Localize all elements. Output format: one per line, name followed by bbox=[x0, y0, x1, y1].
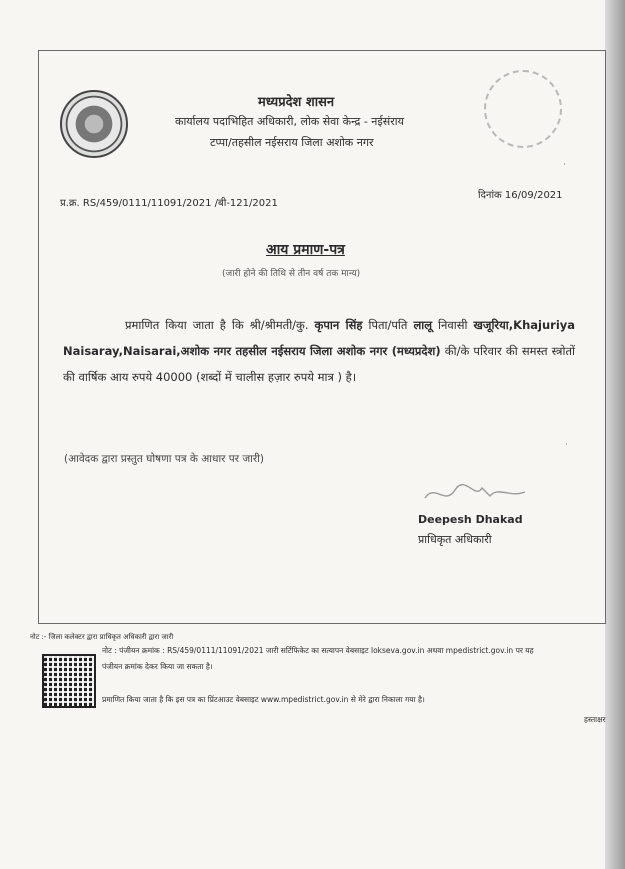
parent-name: लालू bbox=[413, 318, 433, 332]
verification-note-cont: पंजीयन क्रमांक देकर किया जा सकता है। bbox=[102, 662, 213, 671]
officer-title: प्राधिकृत अधिकारी bbox=[418, 533, 492, 546]
print-mark: · bbox=[563, 160, 566, 170]
government-heading: मध्यप्रदेश शासन bbox=[258, 95, 335, 110]
paper-edge-shadow bbox=[605, 0, 625, 869]
reference-number: प्र.क्र. RS/459/0111/11091/2021 /बी-121/2021 bbox=[60, 198, 278, 209]
qr-code-icon bbox=[42, 654, 96, 708]
printout-note: प्रमाणित किया जाता है कि इस पत्र का प्रिंटआउट वेबसाइट www.mpedistrict.gov.in से मेरे द्वारा निकाला गया है। bbox=[102, 695, 425, 704]
state-emblem-icon bbox=[60, 90, 128, 158]
body-relation: पिता/पति bbox=[362, 318, 414, 332]
applicant-name: कृपान सिंह bbox=[314, 318, 363, 332]
office-line: कार्यालय पदाभिहित अधिकारी, लोक सेवा केन्द्र - नईसंराय bbox=[175, 115, 404, 128]
body-residence-label: निवासी bbox=[432, 318, 474, 332]
signature-scribble bbox=[420, 478, 530, 508]
print-mark: · bbox=[565, 440, 568, 450]
issue-date: दिनांक 16/09/2021 bbox=[478, 190, 563, 201]
body-suffix: की/के परिवार की समस्त स्त्रोतों की वार्षिक आय रुपये 40000 (शब्दों में चालीस हज़ार रुपये मात्र ) है। bbox=[63, 344, 575, 384]
issued-note: नोट :- जिला कलेक्टर द्वारा प्राधिकृत अधिकारी द्वारा जारी bbox=[30, 633, 174, 641]
verification-note: नोट : पंजीयन क्रमांक : RS/459/0111/11091/2021 जारी सर्टिफिकेट का सत्यापन वेबसाइट lokseva.gov.in अथवा mpedistrict.gov.in पर यह bbox=[102, 646, 534, 655]
residence: खजूरिया,Khajuriya Naisaray,Naisarai,अशोक नगर तहसील नईसराय जिला अशोक नगर (मध्यप्रदेश) bbox=[63, 318, 576, 358]
office-seal-stamp bbox=[484, 70, 562, 148]
officer-name: Deepesh Dhakad bbox=[418, 513, 523, 526]
issuance-basis: (आवेदक द्वारा प्रस्तुत घोषणा पत्र के आधार पर जारी) bbox=[64, 453, 265, 465]
body-prefix: प्रमाणित किया जाता है कि श्री/श्रीमती/कु. bbox=[125, 318, 315, 332]
certificate-body bbox=[63, 312, 575, 390]
validity-note: (जारी होने की तिथि से तीन वर्ष तक मान्य) bbox=[222, 269, 361, 279]
tappa-line: टप्पा/तहसील नईसराय जिला अशोक नगर bbox=[210, 136, 374, 149]
certificate-title: आय प्रमाण-पत्र bbox=[266, 242, 345, 258]
signature-label: हस्ताक्षर bbox=[584, 715, 606, 724]
